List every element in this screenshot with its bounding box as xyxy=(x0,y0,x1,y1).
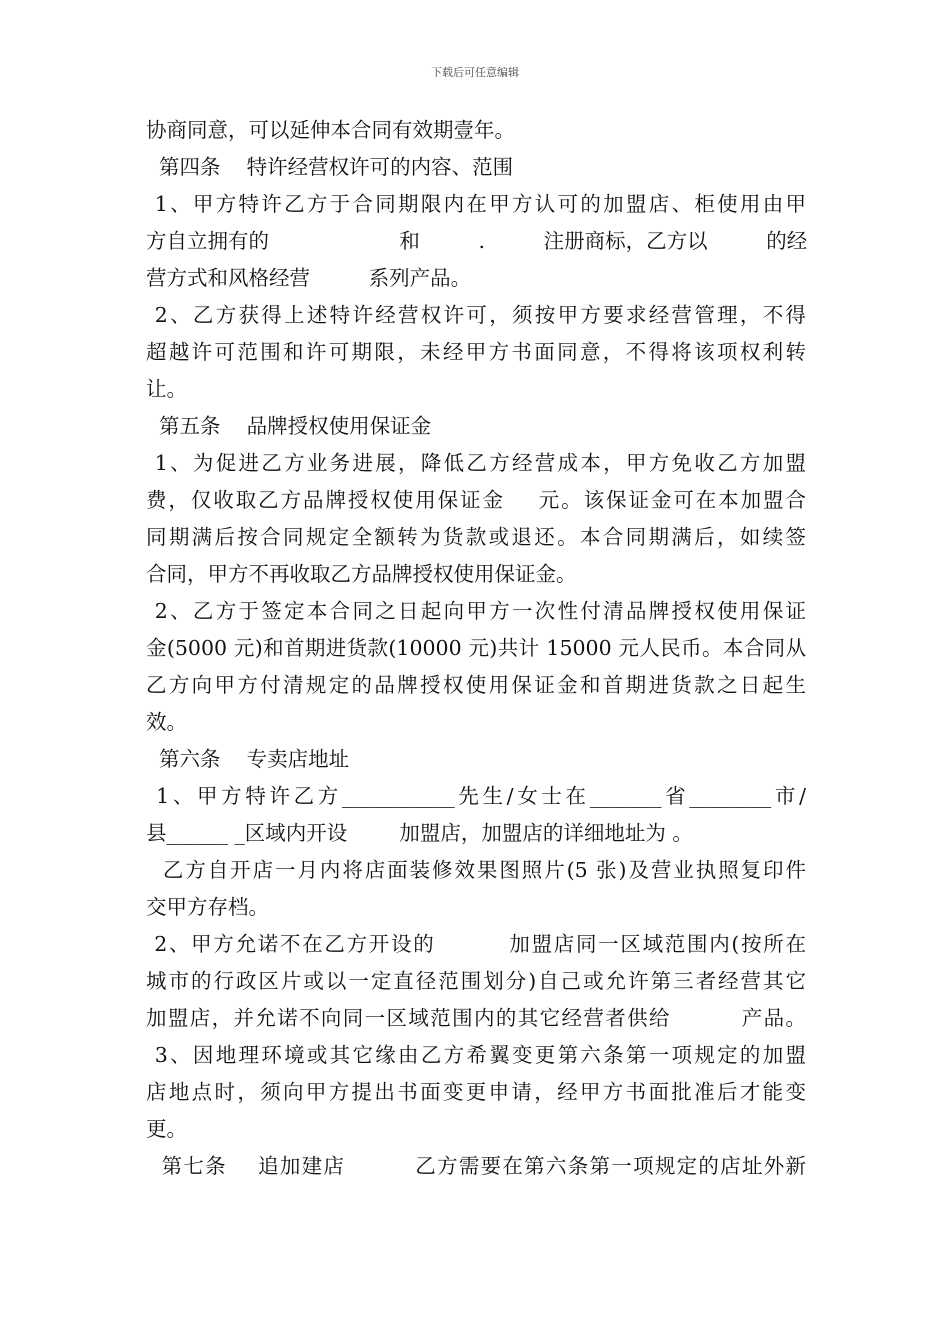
text-line: 加盟店，并允诺不向同一区域范围内的其它经营者供给 产品。 xyxy=(146,1006,806,1030)
article-heading: 第五条 品牌授权使用保证金 xyxy=(146,414,432,438)
text-line: 1、甲方特许乙方___________先生/女士在_______省________市/ xyxy=(146,784,806,808)
text-line: 方自立拥有的 和 . 注册商标，乙方以 的经 xyxy=(146,229,808,253)
text-line: 营方式和风格经营 系列产品。 xyxy=(146,266,472,290)
article-heading: 第四条 特许经营权许可的内容、范围 xyxy=(146,155,514,179)
text-line: 城市的行政区片或以一定直径范围划分)自己或允许第三者经营其它 xyxy=(146,969,806,993)
text-line: 金(5000 元)和首期进货款(10000 元)共计 15000 元人民币。本合同从 xyxy=(146,636,806,660)
text-line: 效。 xyxy=(146,710,187,734)
text-line: 1、甲方特许乙方于合同期限内在甲方认可的加盟店、柜使用由甲 xyxy=(146,192,806,216)
text-line: 超越许可范围和许可期限，未经甲方书面同意，不得将该项权利转 xyxy=(146,340,806,364)
text-line: 更。 xyxy=(146,1117,187,1141)
text-line: 2、甲方允诺不在乙方开设的 加盟店同一区域范围内(按所在 xyxy=(146,932,806,956)
text-line: 交甲方存档。 xyxy=(146,895,269,919)
text-line: 县______ _区域内开设 加盟店，加盟店的详细地址为 。 xyxy=(146,821,693,845)
text-line: 让。 xyxy=(146,377,187,401)
article-heading: 第六条 专卖店地址 xyxy=(146,747,350,771)
text-line: 费，仅收取乙方品牌授权使用保证金 元。该保证金可在本加盟合 xyxy=(146,488,806,512)
text-line: 2、乙方于签定本合同之日起向甲方一次性付清品牌授权使用保证 xyxy=(146,599,806,623)
page-header: 下载后可任意编辑 xyxy=(431,66,519,79)
text-line: 协商同意，可以延伸本合同有效期壹年。 xyxy=(146,118,515,142)
text-line: 乙方自开店一月内将店面装修效果图照片(5 张)及营业执照复印件 xyxy=(146,858,806,882)
text-line: 乙方向甲方付清规定的品牌授权使用保证金和首期进货款之日起生 xyxy=(146,673,806,697)
text-line: 合同，甲方不再收取乙方品牌授权使用保证金。 xyxy=(146,562,577,586)
article-heading: 第七条 追加建店 乙方需要在第六条第一项规定的店址外新 xyxy=(146,1154,806,1178)
text-line: 同期满后按合同规定全额转为货款或退还。本合同期满后，如续签 xyxy=(146,525,806,549)
text-line: 1、为促进乙方业务进展，降低乙方经营成本，甲方免收乙方加盟 xyxy=(146,451,806,475)
text-line: 2、乙方获得上述特许经营权许可，须按甲方要求经营管理，不得 xyxy=(146,303,806,327)
text-line: 店地点时，须向甲方提出书面变更申请，经甲方书面批准后才能变 xyxy=(146,1080,806,1104)
document-body xyxy=(146,112,806,1185)
text-line: 3、因地理环境或其它缘由乙方希翼变更第六条第一项规定的加盟 xyxy=(146,1043,806,1067)
